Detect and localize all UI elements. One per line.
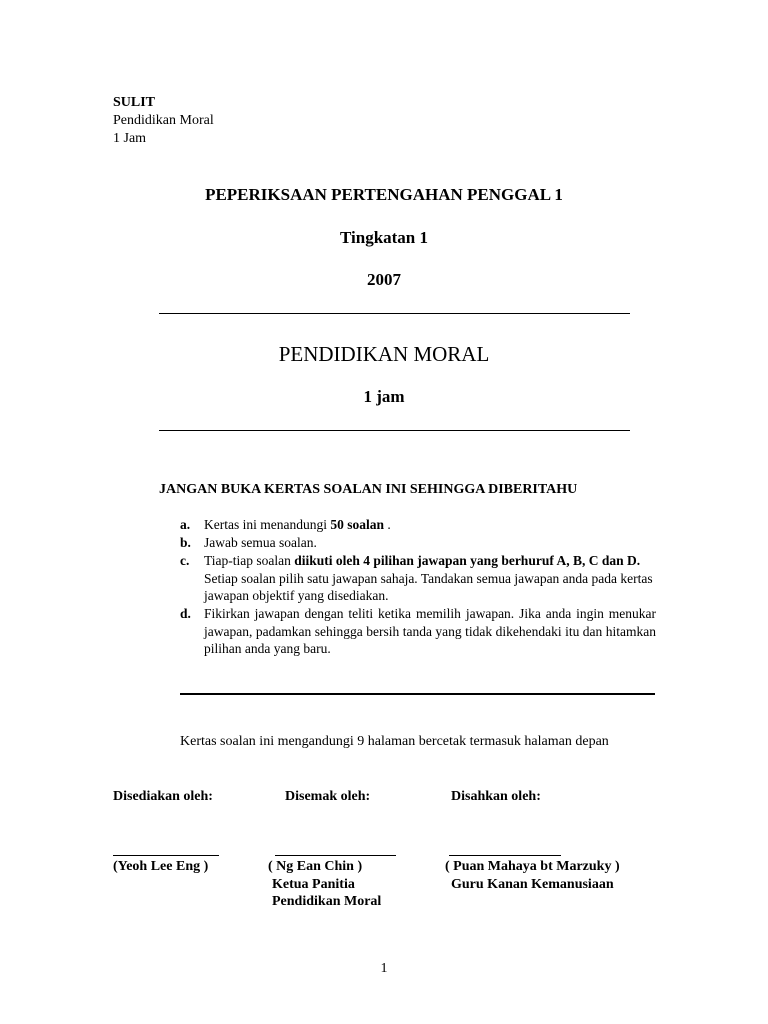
- approved-signature-line: [449, 855, 561, 856]
- exam-title: PEPERIKSAAN PERTENGAHAN PENGGAL 1: [205, 185, 563, 204]
- page-info: Kertas soalan ini mengandungi 9 halaman bercetak termasuk halaman depan: [180, 734, 609, 749]
- instruction-d: [180, 605, 656, 658]
- instruction-c-bold: diikuti oleh 4 pilihan jawapan yang berhuruf A, B, C dan D.: [294, 553, 641, 568]
- divider-top: [159, 313, 630, 314]
- checked-name: ( Ng Ean Chin ): [268, 859, 363, 874]
- prepared-name: (Yeoh Lee Eng ): [113, 859, 209, 874]
- paper-title: PENDIDIKAN MORAL: [278, 342, 490, 366]
- checked-signature-line: [275, 855, 396, 856]
- instruction-b-text: Jawab semua soalan.: [204, 535, 317, 550]
- instruction-d-label: d.: [180, 606, 191, 621]
- instruction-a: [180, 516, 656, 534]
- instruction-d-text: Fikirkan jawapan dengan teliti ketika memilih jawapan. Jika anda ingin menukar jawapan, padamkan sehingga bersih tanda yang tidak dikehendaki itu dan hitamkan pilihan anda yang baru.: [204, 606, 656, 656]
- exam-year: 2007: [367, 270, 401, 289]
- checked-role-1: Ketua Panitia: [272, 877, 355, 892]
- subject-label: Pendidikan Moral: [113, 113, 214, 128]
- instruction-b: [180, 534, 656, 552]
- duration-label: 1 Jam: [113, 131, 147, 146]
- instruction-b-label: b.: [180, 535, 191, 550]
- instruction-c-text: Tiap-tiap soalan: [204, 553, 295, 568]
- instruction-a-label: a.: [180, 517, 191, 532]
- instruction-c: [180, 552, 656, 605]
- divider-bottom: [180, 693, 655, 695]
- instruction-a-end: .: [384, 517, 391, 532]
- instruction-c-label: c.: [180, 553, 190, 568]
- page-number: 1: [380, 961, 388, 976]
- instruction-c-end: Setiap soalan pilih satu jawapan sahaja. Tandakan semua jawapan anda pada kertas jawapan objektif yang disediakan.: [204, 570, 653, 603]
- paper-duration: 1 jam: [363, 387, 405, 406]
- checked-role-2: Pendidikan Moral: [272, 894, 382, 909]
- classification-label: SULIT: [113, 95, 156, 110]
- instruction-a-text: Kertas ini menandungi: [204, 517, 331, 532]
- instruction-a-bold: 50 soalan: [330, 517, 384, 532]
- approved-label: Disahkan oleh:: [451, 789, 541, 804]
- approved-name: ( Puan Mahaya bt Marzuky ): [445, 859, 620, 874]
- prepared-label: Disediakan oleh:: [113, 789, 213, 804]
- divider-middle: [159, 430, 630, 431]
- exam-form: Tingkatan 1: [339, 228, 429, 247]
- warning-text: JANGAN BUKA KERTAS SOALAN INI SEHINGGA DIBERITAHU: [159, 482, 578, 497]
- checked-label: Disemak oleh:: [285, 789, 371, 804]
- prepared-signature-line: [113, 855, 219, 856]
- approved-role: Guru Kanan Kemanusiaan: [451, 877, 614, 892]
